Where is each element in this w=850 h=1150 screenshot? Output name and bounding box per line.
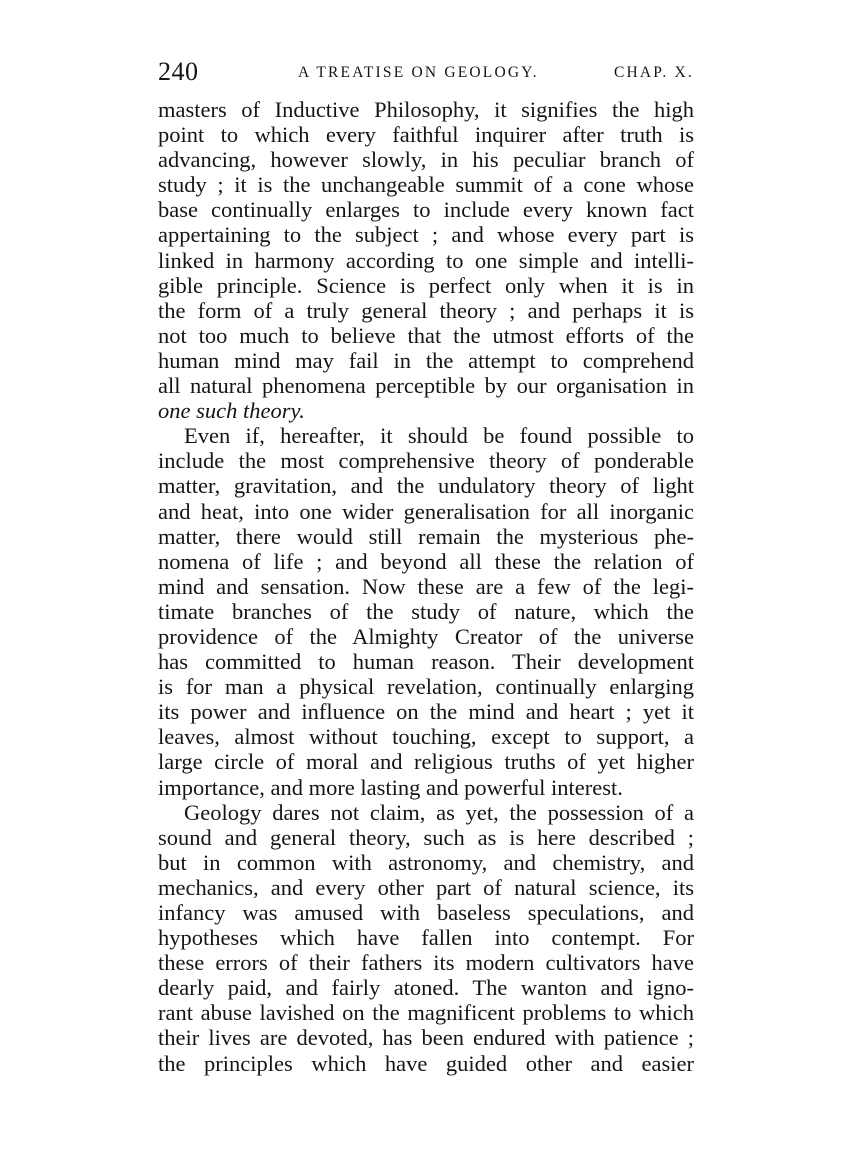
text-line: point to which every faithful inquirer after truth is — [158, 122, 694, 148]
paragraph-last-line: importance, and more lasting and powerful interest. — [158, 774, 623, 800]
text-line: masters of Inductive Philosophy, it signifies the high — [158, 97, 694, 122]
text-line: base continually enlarges to include every known fact — [158, 197, 694, 223]
text-line: linked in harmony according to one simple and intelli- — [158, 247, 694, 273]
body-text — [158, 97, 694, 1076]
paragraph-first-line: Geology dares not claim, as yet, the possession of a — [184, 799, 694, 825]
text-line: providence of the Almighty Creator of the universe — [158, 623, 694, 649]
text-line: mechanics, and every other part of natural science, its — [158, 874, 694, 900]
text-line: its power and influence on the mind and heart ; yet it — [158, 699, 694, 725]
text-line: timate branches of the study of nature, which the — [158, 598, 694, 624]
text-line: study ; it is the unchangeable summit of a cone whose — [158, 172, 694, 198]
text-line: leaves, almost without touching, except to support, a — [158, 724, 694, 750]
text-line: all natural phenomena perceptible by our organisation in — [158, 373, 694, 399]
text-line: has committed to human reason. Their development — [158, 649, 694, 675]
running-title: A TREATISE ON GEOLOGY. — [298, 64, 539, 81]
text-line: gible principle. Science is perfect only when it is in — [158, 272, 694, 298]
text-line: infancy was amused with baseless speculations, and — [158, 900, 694, 925]
text-line: large circle of moral and religious truths of yet higher — [158, 749, 694, 775]
page-number: 240 — [158, 57, 199, 86]
text-line: matter, there would still remain the mysterious phe- — [158, 523, 694, 549]
text-line: but in common with astronomy, and chemistry, and — [158, 849, 694, 875]
text-line: hypotheses which have fallen into contempt. For — [158, 925, 694, 951]
text-line: not too much to believe that the utmost efforts of the — [158, 322, 694, 348]
text-line: and heat, into one wider generalisation for all inorganic — [158, 498, 694, 524]
text-line: sound and general theory, such as is here described ; — [158, 824, 694, 850]
text-line: mind and sensation. Now these are a few of the legi- — [158, 573, 694, 599]
text-line: include the most comprehensive theory of ponderable — [158, 448, 694, 474]
text-line: nomena of life ; and beyond all these the relation of — [158, 548, 694, 574]
text-line: their lives are devoted, has been endured with patience ; — [158, 1025, 694, 1051]
text-line: rant abuse lavished on the magnificent problems to which — [158, 1000, 694, 1026]
text-line: the form of a truly general theory ; and perhaps it is — [158, 297, 694, 323]
italic-text-line: one such theory. — [158, 398, 305, 424]
text-line: is for man a physical revelation, continually enlarging — [158, 674, 694, 700]
chapter-label: CHAP. X. — [613, 64, 694, 81]
running-head — [158, 55, 694, 89]
text-line: human mind may fail in the attempt to comprehend — [158, 347, 694, 373]
text-line: advancing, however slowly, in his peculiar branch of — [158, 147, 694, 173]
paragraph-first-line: Even if, hereafter, it should be found possible to — [184, 423, 694, 449]
text-line: matter, gravitation, and the undulatory theory of light — [158, 473, 694, 499]
text-line: dearly paid, and fairly atoned. The wanton and igno- — [158, 975, 694, 1001]
text-line: the principles which have guided other and easier — [158, 1050, 694, 1076]
text-line: these errors of their fathers its modern cultivators have — [158, 950, 694, 976]
text-line: appertaining to the subject ; and whose every part is — [158, 222, 694, 248]
